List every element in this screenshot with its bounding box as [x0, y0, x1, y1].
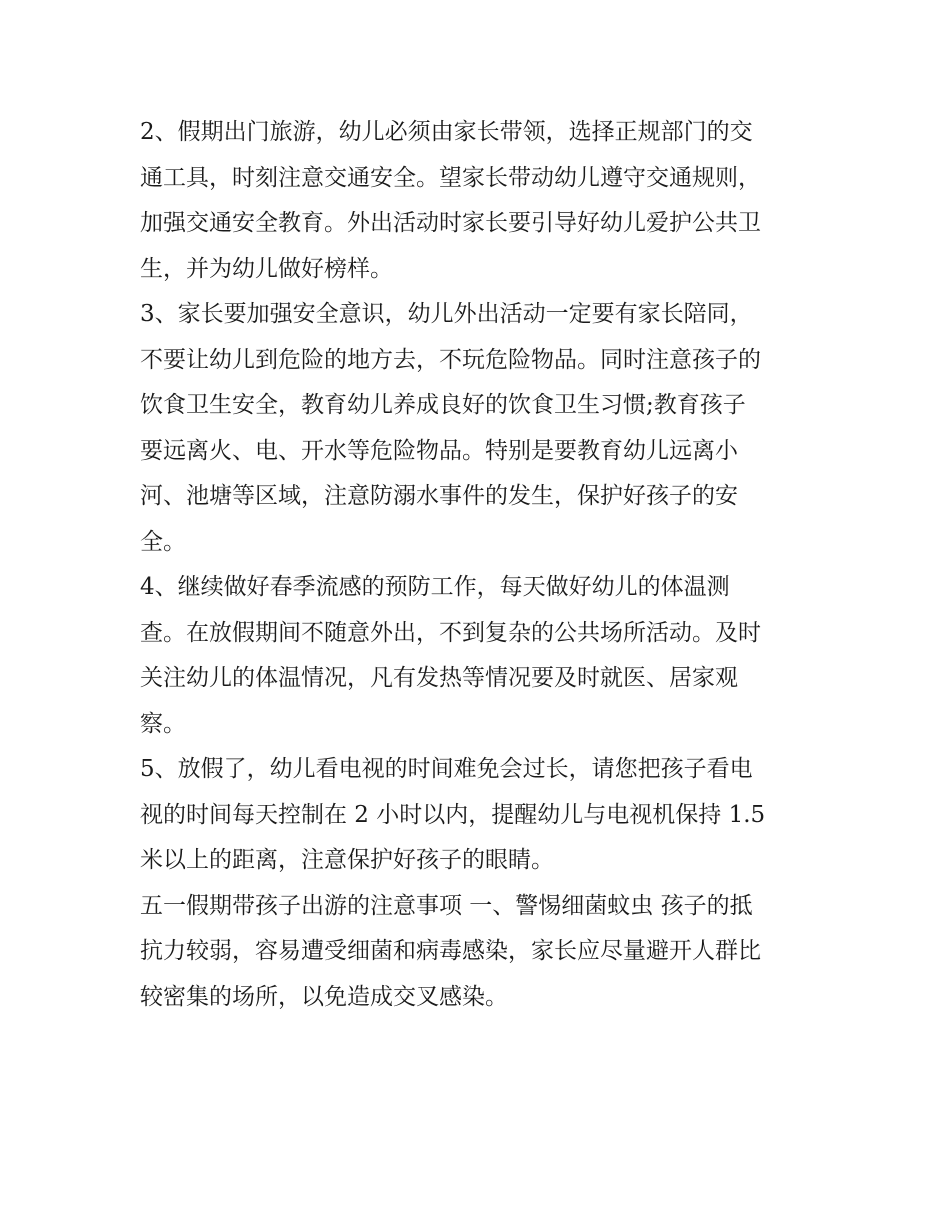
text-line: 米以上的距离，注意保护好孩子的眼睛。 — [140, 847, 554, 873]
text-line: 不要让幼儿到危险的地方去，不玩危险物品。同时注意孩子的 — [140, 346, 761, 373]
text-line: 加强交通安全教育。外出活动时家长要引导好幼儿爱护公共卫 — [140, 210, 761, 236]
text-line: 查。在放假期间不随意外出，不到复杂的公共场所活动。及时 — [140, 619, 761, 646]
text-line: 4、继续做好春季流感的预防工作，每天做好幼儿的体温测 — [140, 574, 730, 600]
text-line: 关注幼儿的体温情况，凡有发热等情况要及时就医、居家观 — [140, 665, 738, 691]
text-line: 河、池塘等区域，注意防溺水事件的发生，保护好孩子的安 — [140, 483, 738, 509]
text-line: 生，并为幼儿做好榜样。 — [140, 255, 393, 282]
text-line: 通工具，时刻注意交通安全。望家长带动幼儿遵守交通规则， — [140, 164, 761, 191]
text-line: 抗力较弱，容易遭受细菌和病毒感染，家长应尽量避开人群比 — [140, 938, 761, 964]
text-line: 5、放假了，幼儿看电视的时间难免会过长，请您把孩子看电 — [140, 756, 753, 782]
text-line: 五一假期带孩子出游的注意事项 一、警惕细菌蚊虫 孩子的抵 — [140, 892, 753, 919]
text-line: 要远离火、电、开水等危险物品。特别是要教育幼儿远离小 — [140, 437, 738, 464]
text-line: 察。 — [140, 710, 186, 737]
text-line: 全。 — [140, 528, 186, 555]
text-line: 较密集的场所，以免造成交叉感染。 — [140, 983, 508, 1010]
text-line: 3、家长要加强安全意识，幼儿外出活动一定要有家长陪同， — [140, 301, 753, 327]
text-line: 饮食卫生安全，教育幼儿养成良好的饮食卫生习惯;教育孩子 — [140, 392, 746, 418]
document-body — [140, 110, 820, 1020]
text-line: 2、假期出门旅游，幼儿必须由家长带领，选择正规部门的交 — [140, 119, 753, 145]
text-line: 视的时间每天控制在 2 小时以内，提醒幼儿与电视机保持 1.5 — [140, 801, 766, 828]
